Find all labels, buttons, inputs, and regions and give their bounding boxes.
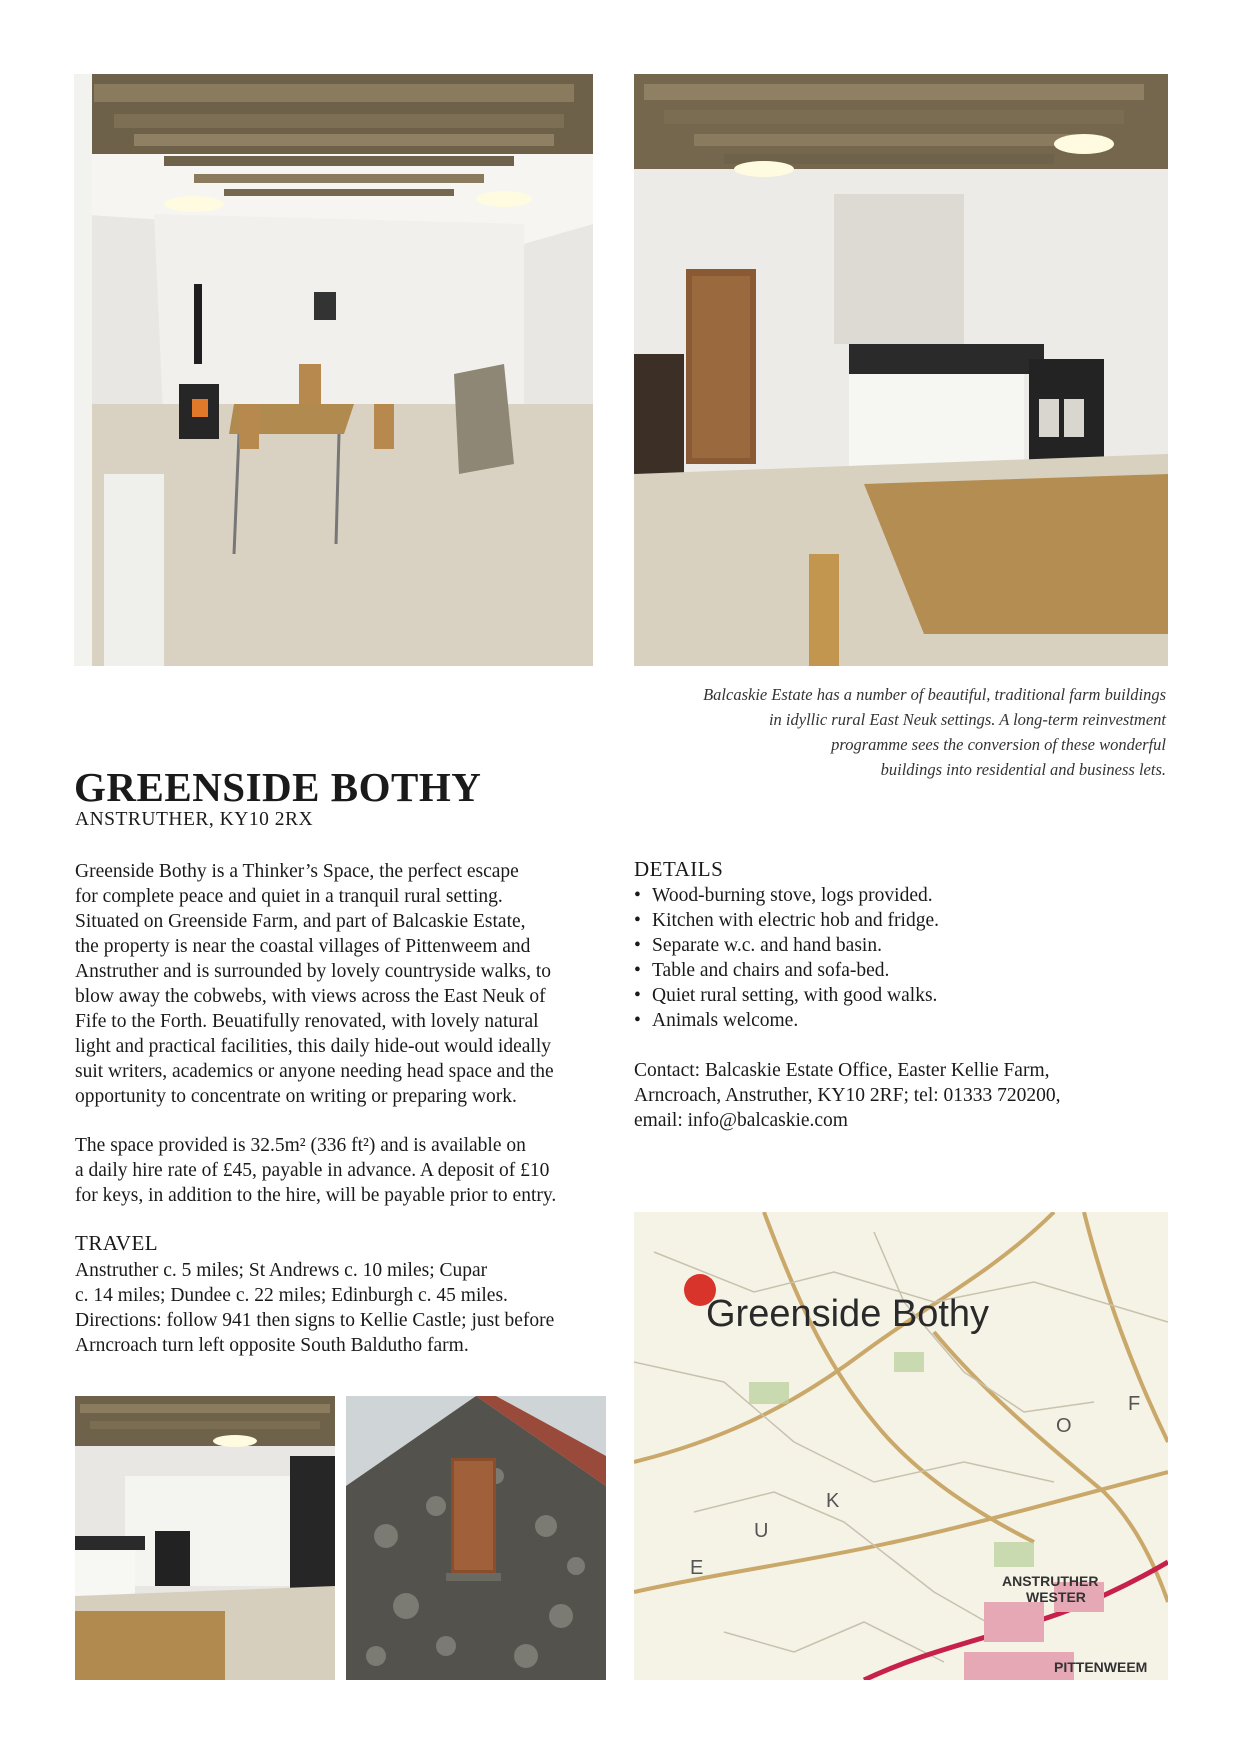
travel-heading: TRAVEL xyxy=(75,1231,159,1255)
details-item-text: Kitchen with electric hob and fridge. xyxy=(652,910,939,931)
bullet-icon: • xyxy=(634,960,641,981)
map-letter: O xyxy=(1056,1415,1072,1437)
details-item xyxy=(634,883,939,908)
map-place: ANSTRUTHER xyxy=(1002,1573,1099,1589)
estate-caption xyxy=(620,682,1166,782)
travel-line: c. 14 miles; Dundee c. 22 miles; Edinburgh c. 45 miles. xyxy=(75,1285,508,1306)
intro-paragraph xyxy=(75,859,615,1109)
space-paragraph xyxy=(75,1133,615,1208)
caption-line: in idyllic rural East Neuk settings. A long-term reinvestment xyxy=(768,710,1166,729)
intro-line: for complete peace and quiet in a tranquil rural setting. xyxy=(75,886,503,907)
intro-line: Situated on Greenside Farm, and part of Balcaskie Estate, xyxy=(75,911,526,932)
photo-interior xyxy=(75,1396,335,1680)
travel-paragraph xyxy=(75,1258,615,1358)
contact-line: Contact: Balcaskie Estate Office, Easter Kellie Farm, xyxy=(634,1060,1050,1081)
intro-line: suit writers, academics or anyone needing head space and the xyxy=(75,1061,554,1082)
map-label: Greenside Bothy xyxy=(706,1293,990,1335)
photo-kitchen xyxy=(634,74,1168,666)
page-title: GREENSIDE BOTHY xyxy=(74,764,482,810)
bullet-icon: • xyxy=(634,885,641,906)
travel-line: Directions: follow 941 then signs to Kellie Castle; just before xyxy=(75,1310,555,1331)
caption-line: Balcaskie Estate has a number of beautiful, traditional farm buildings xyxy=(703,685,1166,704)
details-item xyxy=(634,983,939,1008)
property-address: ANSTRUTHER, KY10 2RX xyxy=(75,809,314,830)
bullet-icon: • xyxy=(634,1010,641,1031)
photo-living-room xyxy=(74,74,593,666)
details-item-text: Animals welcome. xyxy=(652,1010,799,1031)
intro-line: blow away the cobwebs, with views across the East Neuk of xyxy=(75,986,546,1007)
intro-line: light and practical facilities, this daily hide-out would ideally xyxy=(75,1036,551,1057)
details-list xyxy=(634,883,939,1033)
details-item xyxy=(634,1008,939,1033)
details-item xyxy=(634,958,939,983)
details-item-text: Separate w.c. and hand basin. xyxy=(652,935,882,956)
caption-line: programme sees the conversion of these wonderful xyxy=(831,735,1166,754)
travel-line: Arncroach turn left opposite South Baldutho farm. xyxy=(75,1335,469,1356)
map-letter: E xyxy=(690,1557,704,1579)
travel-line: Anstruther c. 5 miles; St Andrews c. 10 miles; Cupar xyxy=(75,1260,488,1281)
bullet-icon: • xyxy=(634,910,641,931)
intro-line: the property is near the coastal villages of Pittenweem and xyxy=(75,936,531,957)
space-line: for keys, in addition to the hire, will be payable prior to entry. xyxy=(75,1185,557,1206)
map-place: PITTENWEEM xyxy=(1054,1659,1148,1675)
contact-line: Arncroach, Anstruther, KY10 2RF; tel: 01333 720200, xyxy=(634,1085,1061,1106)
intro-line: opportunity to concentrate on writing or preparing work. xyxy=(75,1086,517,1107)
space-line: a daily hire rate of £45, payable in advance. A deposit of £10 xyxy=(75,1160,550,1181)
contact-line: email: info@balcaskie.com xyxy=(634,1110,848,1131)
photo-exterior xyxy=(346,1396,606,1680)
details-item-text: Wood-burning stove, logs provided. xyxy=(652,885,933,906)
location-map xyxy=(634,1212,1168,1680)
caption-line: buildings into residential and business lets. xyxy=(880,760,1166,779)
intro-line: Anstruther and is surrounded by lovely countryside walks, to xyxy=(75,961,552,982)
details-item-text: Quiet rural setting, with good walks. xyxy=(652,985,938,1006)
details-item xyxy=(634,908,939,933)
bullet-icon: • xyxy=(634,935,641,956)
contact-info xyxy=(634,1058,1194,1133)
details-heading: DETAILS xyxy=(634,857,724,881)
intro-line: Greenside Bothy is a Thinker’s Space, the perfect escape xyxy=(75,861,519,882)
space-line: The space provided is 32.5m² (336 ft²) and is available on xyxy=(75,1135,526,1156)
details-item-text: Table and chairs and sofa-bed. xyxy=(652,960,890,981)
map-letter: F xyxy=(1128,1393,1141,1415)
map-letter: K xyxy=(826,1490,840,1512)
intro-line: Fife to the Forth. Beuatifully renovated, with lovely natural xyxy=(75,1011,539,1032)
map-letter: U xyxy=(754,1520,769,1542)
details-item xyxy=(634,933,939,958)
map-place: WESTER xyxy=(1026,1589,1086,1605)
bullet-icon: • xyxy=(634,985,641,1006)
